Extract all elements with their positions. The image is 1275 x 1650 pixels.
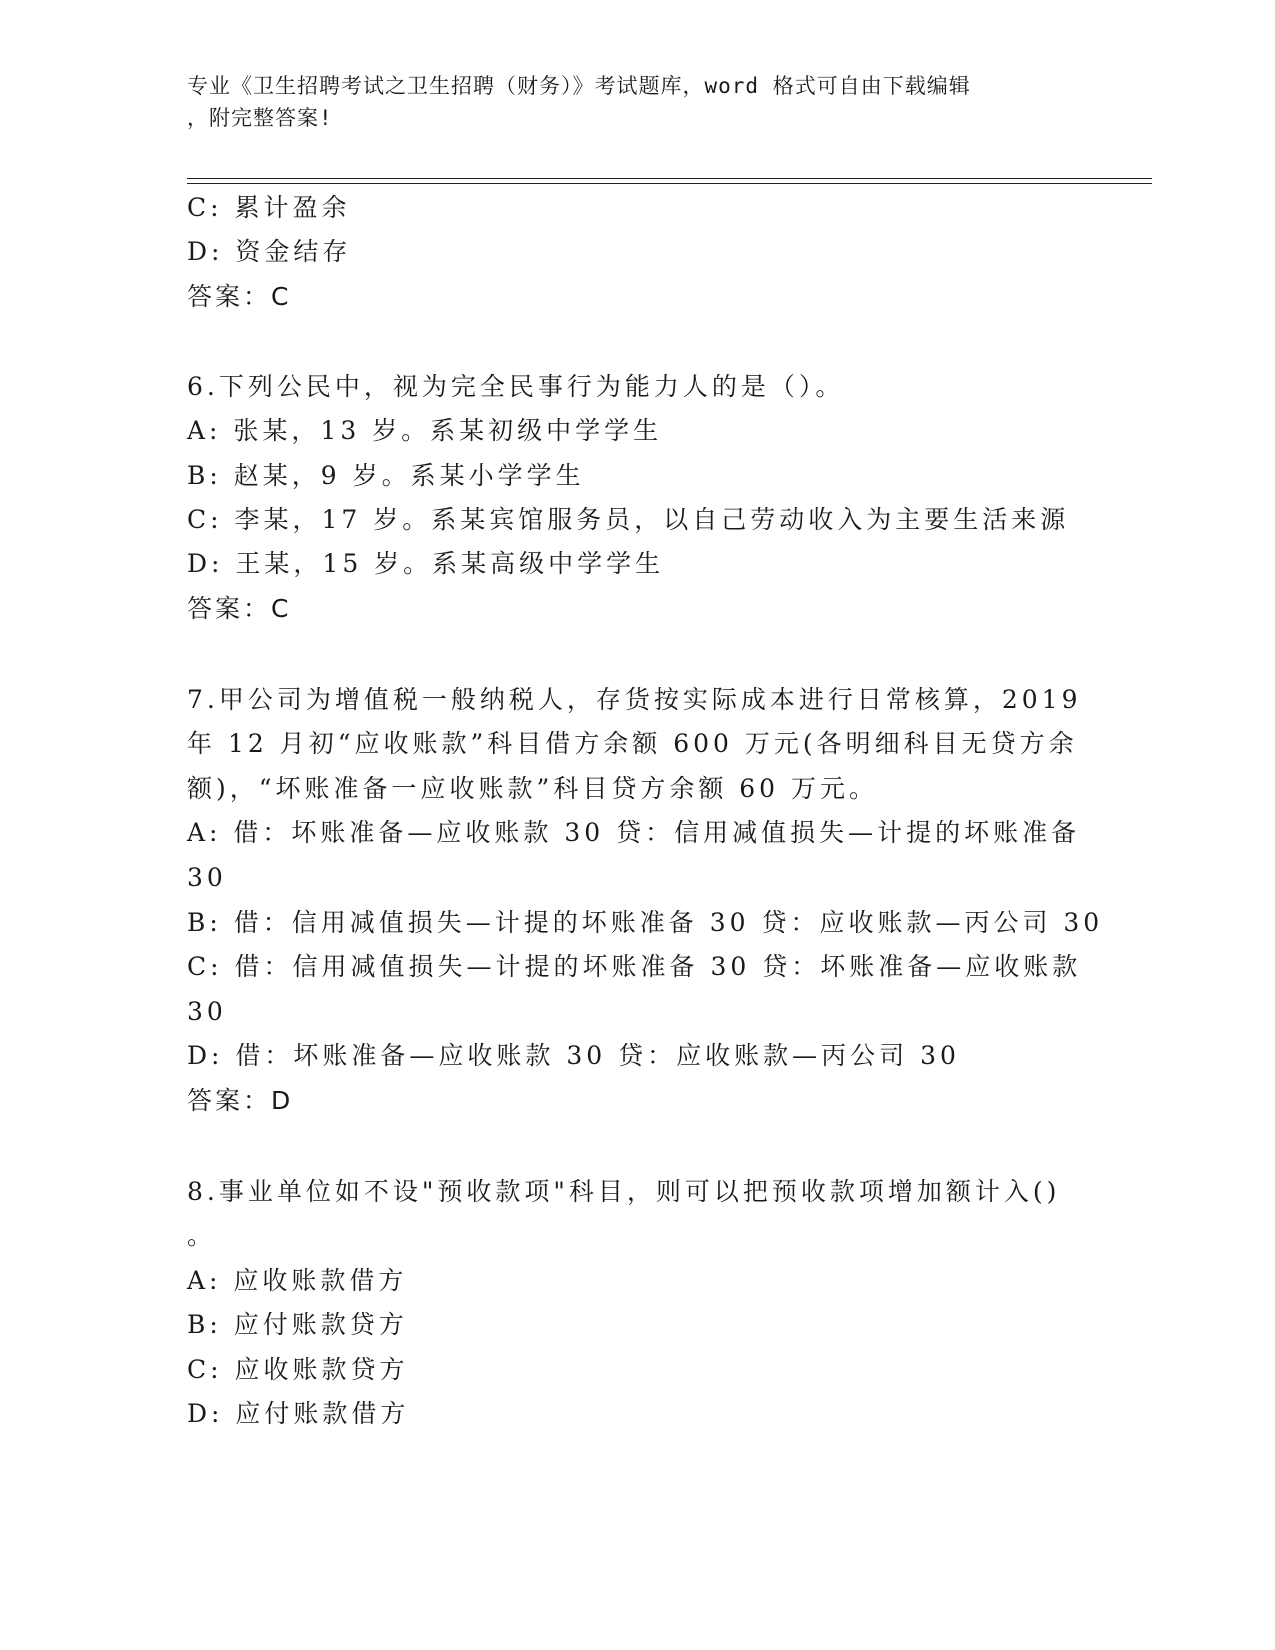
q6-answer: 答案：C <box>187 594 292 623</box>
q7-option-d: D: 借：坏账准备—应收账款 30 贷：应收账款—丙公司 30 <box>187 1041 960 1070</box>
q5-option-c: C: 累计盈余 <box>187 193 351 222</box>
q7-option-a-line-2: 30 <box>187 863 227 892</box>
q8-stem-line-2: 。 <box>187 1221 217 1250</box>
q5-answer: 答案：C <box>187 282 292 311</box>
q8-option-d: D: 应付账款借方 <box>187 1399 410 1428</box>
q7-option-c-line-2: 30 <box>187 997 227 1026</box>
header-line-1: 专业《卫生招聘考试之卫生招聘（财务）》考试题库，word 格式可自由下载编辑 <box>187 74 971 98</box>
q7-stem-line-3: 额)，“坏账准备一应收账款”科目贷方余额 60 万元。 <box>187 774 879 803</box>
q8-option-c: C: 应收账款贷方 <box>187 1355 409 1384</box>
q7-stem-line-1: 7.甲公司为增值税一般纳税人，存货按实际成本进行日常核算，2019 <box>187 685 1082 714</box>
q5-option-d: D: 资金结存 <box>187 237 352 266</box>
document-header <box>187 70 1087 134</box>
q6-option-b: B: 赵某，9 岁。系某小学学生 <box>187 461 585 490</box>
q6-option-a: A: 张某，13 岁。系某初级中学学生 <box>187 416 663 445</box>
q6-option-d: D: 王某，15 岁。系某高级中学学生 <box>187 549 665 578</box>
q6-stem: 6.下列公民中，视为完全民事行为能力人的是（）。 <box>187 372 845 401</box>
header-line-2: ，附完整答案! <box>187 106 333 130</box>
q8-option-b: B: 应付账款贷方 <box>187 1310 408 1339</box>
q7-option-b: B: 借：信用减值损失—计提的坏账准备 30 贷：应收账款—丙公司 30 <box>187 908 1104 937</box>
q8-stem-line-1: 8.事业单位如不设"预收款项"科目，则可以把预收款项增加额计入() <box>187 1177 1061 1206</box>
header-divider-top <box>187 178 1152 179</box>
q7-option-a-line-1: A: 借：坏账准备—应收账款 30 贷：信用减值损失—计提的坏账准备 <box>187 818 1081 847</box>
q6-option-c: C: 李某，17 岁。系某宾馆服务员，以自己劳动收入为主要生活来源 <box>187 505 1070 534</box>
header-divider-bottom <box>187 183 1152 184</box>
q8-option-a: A: 应收账款借方 <box>187 1266 408 1295</box>
q7-answer: 答案：D <box>187 1086 294 1115</box>
q7-option-c-line-1: C: 借：信用减值损失—计提的坏账准备 30 贷：坏账准备—应收账款 <box>187 952 1082 981</box>
q7-stem-line-2: 年 12 月初“应收账款”科目借方余额 600 万元(各明细科目无贷方余 <box>187 729 1078 758</box>
